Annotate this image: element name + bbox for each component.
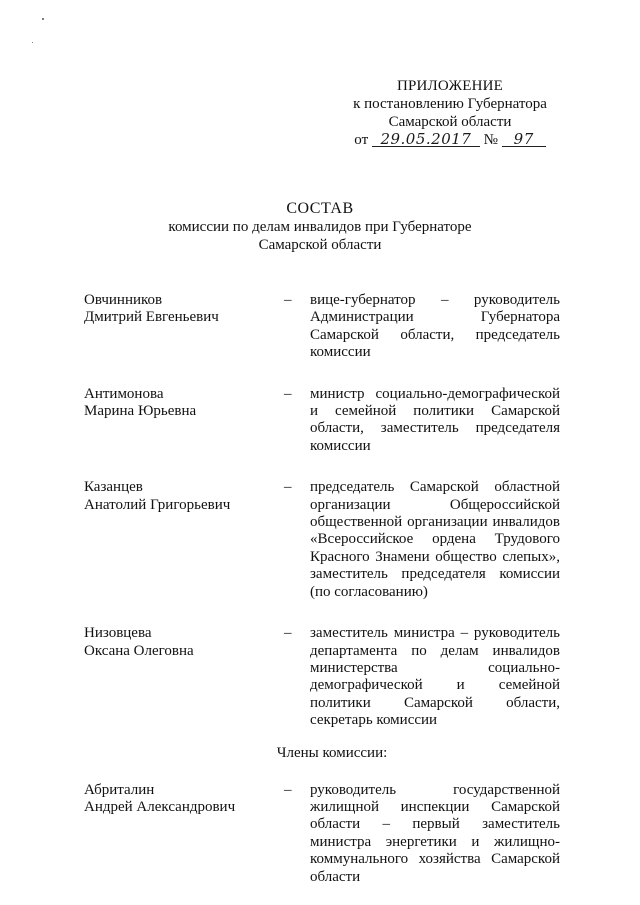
member-surname: Абриталин (84, 781, 155, 798)
member-surname: Антимонова (84, 385, 164, 402)
member-surname: Низовцева (84, 625, 152, 642)
member-entry (84, 479, 560, 601)
appendix-reference-line (330, 131, 570, 149)
number-label: № (483, 132, 498, 148)
handwritten-number: 97 (502, 132, 546, 147)
member-role: руководитель государственной жилищной инспекции Самарской области – первый заместитель министра энергетики и жилищно-коммунального хозяйства Самарской области (310, 781, 560, 885)
member-given-name: Анатолий Григорьевич (84, 496, 231, 513)
member-given-name: Оксана Олеговна (84, 642, 194, 659)
document-heading (140, 200, 500, 254)
member-role: министр социально-демографической и семейной политики Самарской области, заместитель председателя комиссии (310, 385, 560, 454)
appendix-title: ПРИЛОЖЕНИЕ (396, 78, 504, 94)
member-entry (84, 625, 560, 729)
heading-region: Самарской области (258, 237, 382, 253)
from-label: от (354, 132, 369, 148)
dash-separator: – (284, 781, 292, 798)
appendix-decree-line: к постановлению Губернатора (353, 96, 547, 112)
member-surname: Казанцев (84, 479, 143, 496)
member-given-name: Андрей Александрович (84, 798, 236, 815)
member-name (84, 782, 284, 817)
member-given-name: Марина Юрьевна (84, 403, 197, 420)
member-name (84, 386, 284, 421)
member-role: заместитель министра – руководитель департамента по делам инвалидов министерства социально-демографической и семейной политики Самарской области, секретарь комиссии (310, 625, 560, 729)
heading-subtitle: комиссии по делам инвалидов при Губернаторе (168, 219, 472, 235)
dash-separator: – (284, 385, 292, 402)
dash-separator: – (284, 479, 292, 496)
member-given-name: Дмитрий Евгеньевич (84, 309, 219, 326)
scan-speck (32, 42, 33, 43)
scan-speck (42, 18, 44, 20)
dash-separator: – (284, 292, 292, 308)
member-surname: Овчинников (84, 292, 163, 308)
dash-separator: – (284, 625, 292, 642)
appendix-block (330, 77, 570, 149)
member-name (84, 292, 284, 327)
appendix-region-line: Самарской области (388, 114, 512, 130)
member-entry (84, 386, 560, 456)
commission-composition (84, 292, 560, 886)
member-entry (84, 782, 560, 886)
members-section-title: Члены комиссии: (276, 744, 388, 761)
handwritten-date: 29.05.2017 (372, 132, 480, 147)
member-name (84, 479, 284, 514)
member-role: вице-губернатор – руководитель Администрации Губернатора Самарской области, председатель комиссии (310, 292, 560, 361)
member-role: председатель Самарской областной организации Общероссийской общественной организации инвалидов «Всероссийское ордена Трудового Красного Знамени общество слепых», заместитель председателя комиссии (по согласованию) (310, 479, 560, 600)
heading-title: СОСТАВ (286, 200, 354, 217)
member-name (84, 625, 284, 660)
member-entry (84, 292, 560, 362)
